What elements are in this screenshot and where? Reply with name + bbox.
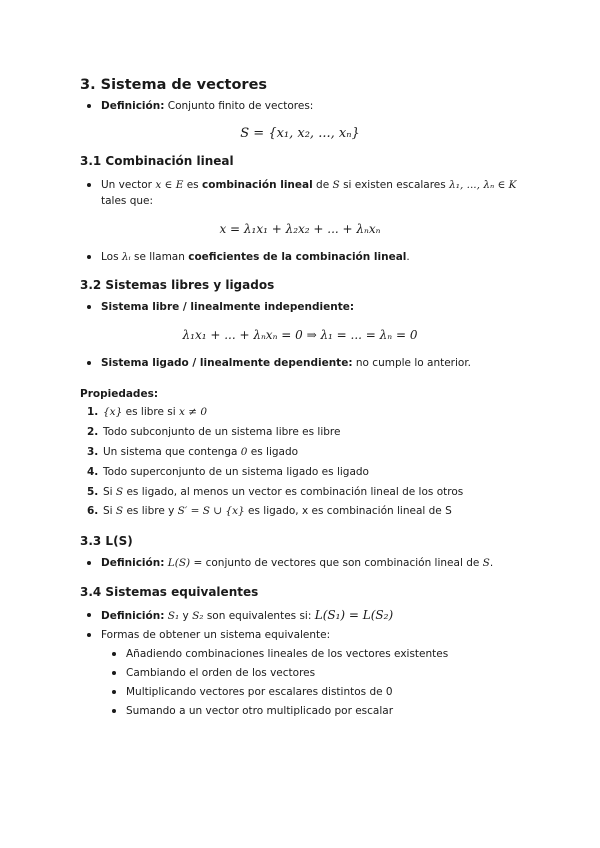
subsection-title-3-3: 3.3 L(S) [80,534,133,548]
math-var: S [115,486,124,498]
coefficients-bullet [101,250,410,264]
property-number: 2. [87,426,99,438]
text: = conjunto de vectores que son combinación lineal de [193,557,480,569]
property-number: 1. [87,406,99,418]
property-text: es ligado, al menos un vector es combinación lineal de los otros [123,486,464,498]
equivalent-form-item: Sumando a un vector otro multiplicado por escalar [126,705,394,717]
property-text: Si [103,505,116,517]
bold-term: coeficientes de la combinación lineal [188,251,407,263]
text: se llaman [134,251,185,263]
equivalent-definition-bullet [101,608,393,623]
property-item [87,485,463,499]
property-item [87,465,369,479]
math-var: x ≠ 0 [179,406,208,418]
text: no cumple lo anterior. [355,357,472,369]
property-number: 6. [87,505,99,517]
math-var: λᵢ [121,251,131,263]
equivalent-form-item: Añadiendo combinaciones lineales de los vectores existentes [126,648,449,660]
math-var: S₁ [167,610,180,622]
definition-bullet [101,99,313,113]
property-text: es ligado, x es combinación lineal de S [244,505,452,517]
property-text: es libre si [122,406,180,418]
bold-term: Sistema ligado / linealmente dependiente: [101,357,353,369]
subsection-title-3-2: 3.2 Sistemas libres y ligados [80,278,275,292]
property-text: Si [103,486,116,498]
bound-system-bullet [101,356,471,370]
property-text: es ligado [247,446,299,458]
math-var: S [115,505,124,517]
properties-title: Propiedades: [80,388,159,400]
independence-formula: λ₁x₁ + ... + λₙxₙ = 0 ⇒ λ₁ = ... = λₙ = 0 [182,328,418,342]
text: si existen escalares [343,179,446,191]
math-var: S′ = S ∪ {x} [177,505,245,517]
definition-label: Definición: [101,557,165,569]
subsection-title-3-4: 3.4 Sistemas equivalentes [80,585,259,599]
property-text: es libre y [123,505,178,517]
bold-term: combinación lineal [202,179,313,191]
linear-combination-formula: x = λ₁x₁ + λ₂x₂ + ... + λₙxₙ [219,222,381,236]
subsection-title-3-1: 3.1 Combinación lineal [80,154,234,168]
property-text: Todo subconjunto de un sistema libre es libre [103,426,341,438]
math-var: {x} [103,406,123,418]
math-var: S [482,557,490,569]
property-number: 3. [87,446,99,458]
math-var: S [332,179,340,191]
ways-bullet: Formas de obtener un sistema equivalente: [101,629,331,641]
text: . [406,251,410,263]
property-item [87,445,298,459]
property-item [87,425,340,439]
definition-label: Definición: [101,100,165,112]
definition-label: Definición: [101,610,165,622]
text: . [489,557,494,569]
free-system-bullet [101,300,354,314]
property-text: Un sistema que contenga [103,446,241,458]
continuation-text: tales que: [101,195,154,207]
math-var: x ∈ E [155,179,184,191]
equivalent-form-item: Multiplicando vectores por escalares distintos de 0 [126,686,393,698]
math-eq: L(S₁) = L(S₂) [314,608,394,622]
set-formula: S = {x₁, x₂, ..., xₙ} [240,126,360,141]
text: Un vector [101,179,152,191]
definition-text: Conjunto finito de vectores: [167,100,314,112]
property-item [87,405,207,419]
text: de [316,179,330,191]
linear-combination-bullet [101,178,517,192]
bold-term: Sistema libre / linealmente independiente: [101,301,355,313]
ls-definition-bullet [101,556,493,570]
text: son equivalentes si: [206,610,312,622]
math-var: L(S) [167,557,191,569]
property-item [87,504,452,518]
math-var: S₂ [192,610,204,622]
section-title: 3. Sistema de vectores [80,77,268,93]
math-var: λ₁, ..., λₙ ∈ K [449,179,517,191]
property-text: Todo superconjunto de un sistema ligado es ligado [103,466,369,478]
text: es [186,179,199,191]
property-number: 4. [87,466,99,478]
property-number: 5. [87,486,99,498]
math-var: 0 [240,446,248,458]
text: Los [101,251,119,263]
equivalent-form-item: Cambiando el orden de los vectores [126,667,316,679]
text: y [182,610,189,622]
